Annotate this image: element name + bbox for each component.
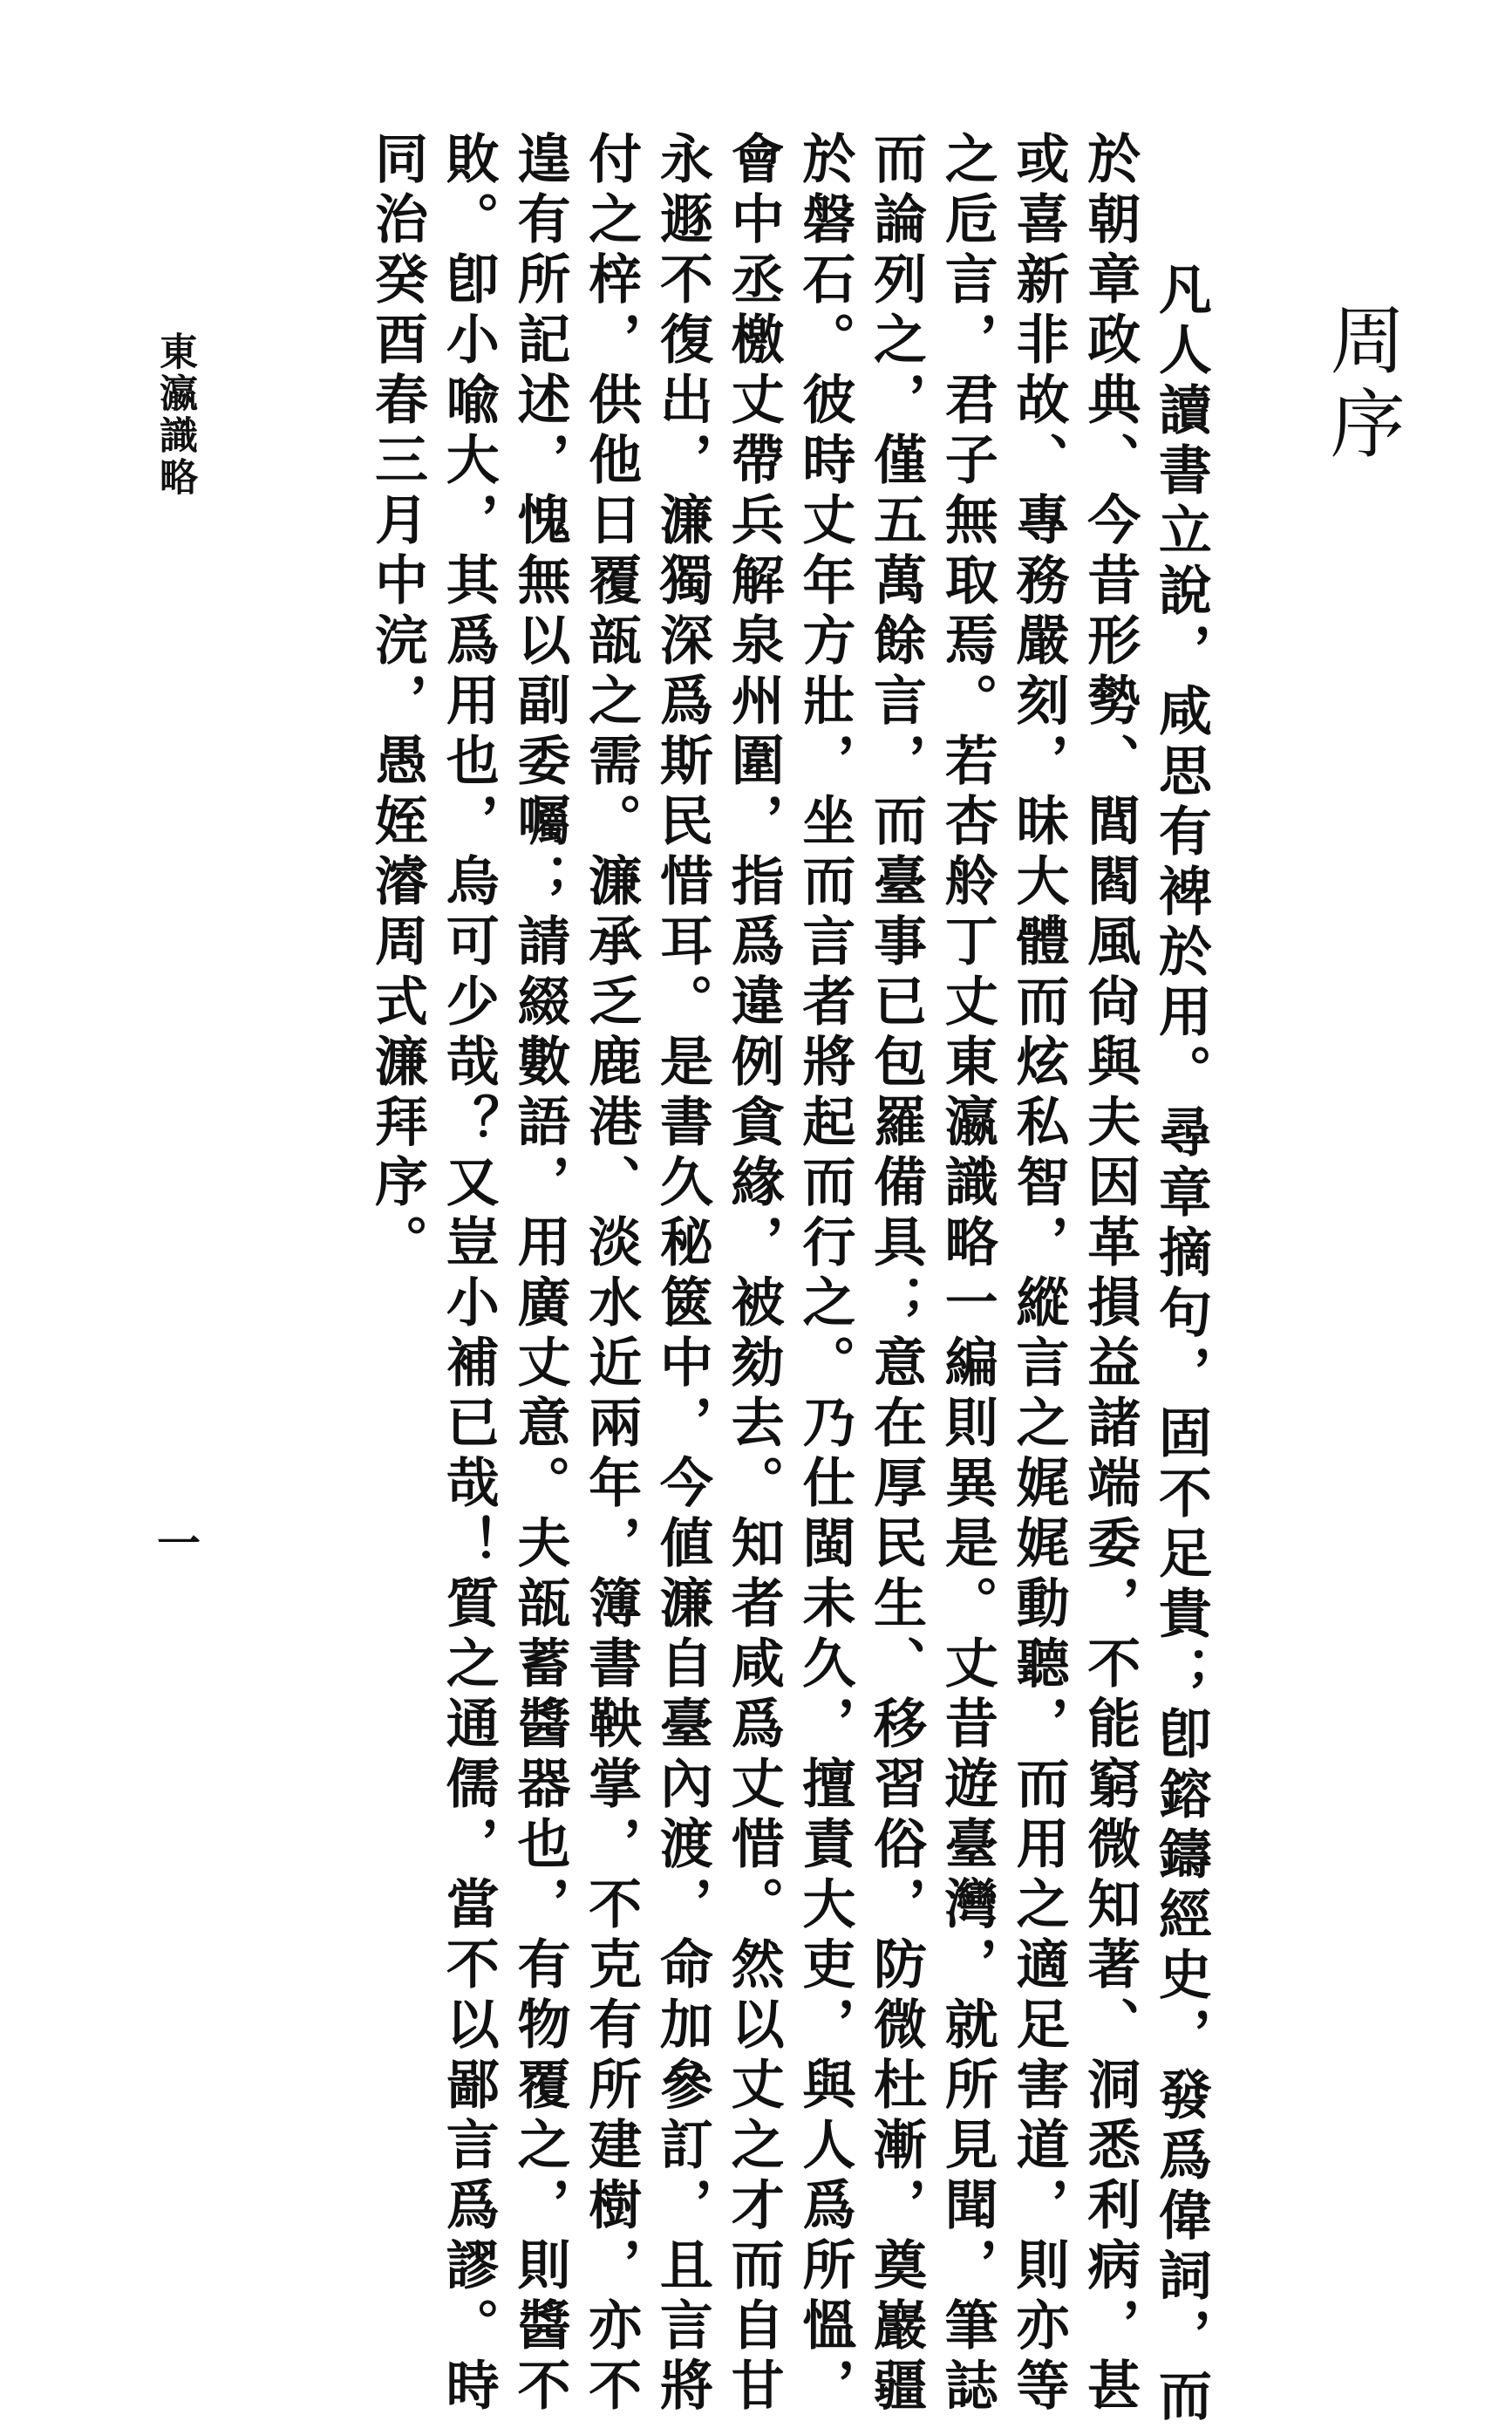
- text-column: 或喜新非故、專務嚴刻，昧大體而炫私智，縱言之娓娓動聽，而用之適足害道，則亦等: [1007, 131, 1070, 2418]
- text-column: 付之梓，供他日覆瓿之需。濂承乏鹿港、淡水近兩年，簿書鞅掌，不克有所建樹，亦不: [580, 131, 643, 2418]
- running-head: 東瀛識略: [153, 331, 197, 499]
- preface-title: 周序: [1317, 301, 1405, 468]
- text-column: 遑有所記述，愧無以副委囑；請綴數語，用廣丈意。夫瓿蓄醬器也，有物覆之，則醬不: [508, 131, 571, 2418]
- text-column: 敗。卽小喩大，其爲用也，烏可少哉？又豈小補已哉！質之通儒，當不以鄙言爲謬。時: [437, 131, 500, 2418]
- text-column: 凡人讀書立說，咸思有裨於用。尋章摘句，固不足貴；卽鎔鑄經史，發爲偉詞，而: [1149, 262, 1212, 2428]
- text-column: 於磐石。彼時丈年方壯，坐而言者將起而行之。乃仕閩未久，擅責大吏，與人爲所慍，: [793, 131, 856, 2418]
- text-column: 於朝章政典、今昔形勢、閭閻風尙與夫因革損益諸端委，不能窮微知著、洞悉利病，甚: [1079, 131, 1141, 2418]
- text-column: 會中丞檄丈帶兵解泉州圍，指爲違例貪緣，被劾去。知者咸爲丈惜。然以丈之才而自甘: [722, 131, 785, 2418]
- preface-body: [366, 131, 1212, 2428]
- text-column: 而論列之，僅五萬餘言，而臺事已包羅備具；意在厚民生、移習俗，防微杜漸，奠巖疆: [865, 131, 928, 2418]
- text-column: 同治癸酉春三月中浣，愚姪濬周式濂拜序。: [366, 131, 428, 1274]
- page-number: 一: [157, 1518, 201, 1569]
- text-column: 之卮言，君子無取焉。若杏舲丁丈東瀛識略一編則異是。丈昔遊臺灣，就所見聞，筆誌: [936, 131, 998, 2418]
- text-column: 永遯不復出，濂獨深爲斯民惜耳。是書久秘篋中，今値濂自臺內渡，命加參訂，且言將: [650, 131, 713, 2418]
